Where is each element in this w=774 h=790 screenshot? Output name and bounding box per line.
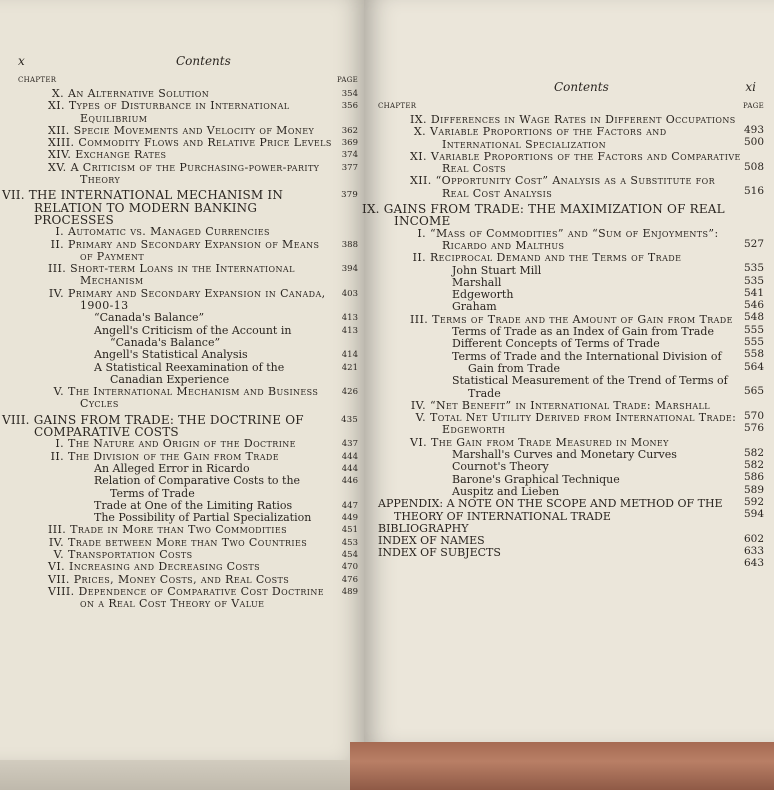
entry-page-number: 413 — [341, 325, 358, 336]
entry-number: III. — [48, 523, 67, 537]
entry-title: Relation of Comparative Costs to the Terms of Trade — [94, 474, 301, 500]
entry-page-number: 592 — [743, 495, 764, 508]
entry-title: Angell's Criticism of the Account in “Canada's Balance” — [94, 323, 292, 349]
entry-page-number: 388 — [341, 239, 358, 250]
entry-title: Variable Proportions of the Factors and International Specialization — [430, 125, 667, 151]
entry-title: The Possibility of Partial Specialization — [94, 511, 312, 525]
section-entry — [18, 325, 358, 350]
entry-page-number: 589 — [743, 483, 764, 496]
section-entry — [18, 586, 358, 611]
section-entry: II. Primary and Secondary Expansion of Means of Payment 388 — [50, 237, 358, 263]
entry-number: XII. — [48, 123, 70, 137]
right-page — [364, 0, 774, 742]
entry-page-number: 586 — [743, 471, 764, 484]
section-entry — [378, 375, 764, 400]
entry-title: INDEX OF SUBJECTS — [378, 546, 501, 560]
entry-number: VIII. — [2, 412, 30, 427]
entry-page-number: 643 — [743, 557, 764, 570]
entry-title: Angell's Statistical Analysis — [94, 348, 248, 362]
chapter-entry — [2, 412, 358, 440]
entry-title: Terms of Trade and the International Division of Gain from Trade — [452, 349, 722, 375]
entry-number: XI. — [48, 99, 65, 113]
table-of-contents — [362, 113, 764, 570]
section-entry — [18, 362, 358, 387]
entry-title: Different Concepts of Terms of Trade — [452, 337, 660, 351]
section-entry: V. Total Net Utility Derived from International Trade: Edgeworth 576 — [415, 411, 764, 437]
entry-title: A Statistical Reexamination of the Canadian Experience — [94, 360, 285, 386]
entry-number: III. — [410, 312, 429, 326]
entry-page-number: 447 — [341, 500, 358, 511]
left-page-header — [18, 54, 358, 76]
entry-number: IX. — [410, 113, 427, 126]
section-entry — [18, 263, 358, 288]
entry-title: THE INTERNATIONAL MECHANISM IN RELATION TO MODERN BANKING PROCESSES — [28, 188, 284, 227]
chapter-entry — [362, 202, 764, 229]
entry-page-number: 594 — [743, 508, 764, 521]
section-entry — [378, 351, 764, 376]
entry-page-number: 354 — [341, 89, 358, 99]
section-entry — [18, 100, 358, 125]
section-entry: II. Reciprocal Demand and the Terms of Trade 535 — [412, 251, 764, 275]
entry-title: An Alternative Solution — [68, 87, 210, 100]
entry-page-number: 426 — [341, 387, 358, 398]
left-page — [0, 0, 364, 760]
entry-title: Terms of Trade as an Index of Gain from Trade — [452, 325, 714, 339]
entry-title: Dependence of Comparative Cost Doctrine on a Real Cost Theory of Value — [78, 584, 324, 611]
entry-title: Differences in Wage Rates in Different Occupations — [430, 113, 736, 126]
entry-number: VI. — [48, 560, 65, 574]
entry-title: The Nature and Origin of the Doctrine — [68, 437, 296, 451]
entry-page-number: 356 — [341, 101, 358, 112]
chapter-label: CHAPTER — [18, 76, 57, 84]
section-entry: V. Transportation Costs 454 — [53, 547, 358, 561]
entry-title: Marshall's Curves and Monetary Curves — [452, 448, 677, 462]
entry-title: Marshall — [452, 275, 502, 289]
entry-title: Trade between More than Two Countries — [68, 535, 308, 549]
entry-page-number: 362 — [341, 125, 358, 136]
entry-title: “Net Benefit” in International Trade: Marshall — [430, 398, 710, 412]
entry-title: “Canada's Balance” — [94, 311, 205, 325]
entry-page-number: 437 — [341, 439, 358, 450]
entry-page-number: 369 — [341, 138, 358, 149]
running-title: Contents — [176, 54, 231, 68]
entry-number: VIII. — [48, 584, 75, 598]
entry-title: Increasing and Decreasing Costs — [69, 560, 260, 574]
entry-page-number: 535 — [743, 274, 764, 287]
page-number: xi — [745, 80, 756, 94]
entry-page-number: 449 — [341, 513, 358, 524]
entry-title: Short-term Loans in the International Mechanism — [70, 262, 295, 288]
entry-page-number: 435 — [341, 414, 358, 425]
section-entry: I. The Nature and Origin of the Doctrine 437 — [55, 437, 358, 451]
entry-title: Statistical Measurement of the Trend of Terms of Trade — [452, 374, 728, 400]
entry-title: John Stuart Mill — [452, 263, 542, 277]
section-entry: IV. Trade between More than Two Countries 453 — [48, 535, 358, 549]
entry-page-number: 489 — [341, 586, 358, 597]
entry-page-number: 377 — [341, 162, 358, 173]
entry-page-number: 394 — [341, 264, 358, 275]
entry-title: APPENDIX: A NOTE ON THE SCOPE AND METHOD OF THE THEORY OF INTERNATIONAL TRADE — [378, 497, 723, 523]
section-entry: IV. “Net Benefit” in International Trade: Marshall 570 — [410, 398, 764, 422]
entry-page-number: 374 — [341, 150, 358, 161]
entry-title: Commodity Flows and Relative Price Levels — [78, 136, 332, 150]
entry-title: The International Mechanism and Business Cycles — [68, 385, 319, 411]
entry-title: “Opportunity Cost” Analysis as a Substitute for Real Cost Analysis — [435, 174, 716, 200]
section-entry — [378, 151, 764, 176]
book-cover-edge — [350, 742, 774, 790]
entry-title: Barone's Graphical Technique — [452, 472, 620, 486]
entry-title: An Alleged Error in Ricardo — [94, 461, 250, 475]
entry-page-number: 564 — [743, 360, 764, 373]
page-number: x — [18, 54, 25, 68]
entry-page-number: 582 — [743, 446, 764, 459]
section-entry: X. An Alternative Solution 354 — [51, 87, 358, 100]
entry-page-number: 451 — [341, 525, 358, 536]
entry-number: XIII. — [48, 136, 75, 150]
running-title: Contents — [554, 80, 609, 94]
back-matter-entry — [378, 546, 764, 570]
section-entry: I. Automatic vs. Managed Currencies — [55, 225, 270, 239]
entry-page-number: 558 — [743, 348, 764, 361]
entry-page-number: 476 — [341, 574, 358, 585]
entry-title: Specie Movements and Velocity of Money — [73, 123, 315, 137]
entry-page-number: 414 — [341, 350, 358, 361]
entry-title: Graham — [452, 300, 497, 314]
entry-page-number: 453 — [341, 537, 358, 548]
page-label: PAGE — [742, 102, 764, 110]
entry-title: Exchange Rates — [75, 148, 167, 162]
entry-title: Transportation Costs — [68, 547, 193, 561]
entry-page-number: 444 — [341, 463, 358, 474]
entry-title: The Division of the Gain from Trade — [68, 449, 279, 463]
entry-number: III. — [48, 262, 67, 276]
entry-page-number: 470 — [341, 562, 358, 573]
entry-page-number: 582 — [743, 459, 764, 472]
entry-title: Primary and Secondary Expansion of Means of Payment — [68, 237, 320, 263]
entry-page-number: 602 — [743, 532, 764, 545]
entry-title: Automatic vs. Managed Currencies — [68, 225, 270, 239]
entry-title: Primary and Secondary Expansion in Canada, 1900-13 — [68, 286, 326, 313]
entry-page-number: 444 — [341, 451, 358, 462]
entry-title: “Mass of Commodities” and “Sum of Enjoyments”: Ricardo and Malthus — [430, 226, 719, 252]
entry-page-number: 454 — [341, 549, 358, 560]
entry-page-number: 546 — [743, 299, 764, 312]
entry-page-number: 570 — [743, 409, 764, 422]
entry-title: GAINS FROM TRADE: THE DOCTRINE OF COMPARATIVE COSTS — [33, 412, 304, 440]
entry-number: XII. — [410, 174, 432, 188]
section-entry: X. Variable Proportions of the Factors and International Specialization 500 — [413, 125, 764, 151]
chapter-label: CHAPTER — [378, 102, 417, 110]
entry-page-number: 446 — [341, 476, 358, 487]
entry-number: IX. — [362, 202, 380, 217]
entry-title: Terms of Trade and the Amount of Gain from Trade — [432, 312, 733, 326]
entry-title: Total Net Utility Derived from International Trade: Edgeworth — [430, 411, 737, 437]
page-edge — [0, 760, 364, 790]
entry-page-number: 403 — [341, 288, 358, 299]
entry-title: BIBLIOGRAPHY — [378, 521, 469, 535]
entry-page-number: 548 — [743, 311, 764, 324]
entry-title: INDEX OF NAMES — [378, 534, 485, 548]
entry-number: VII. — [2, 188, 25, 203]
section-entry — [18, 475, 358, 500]
entry-page-number: 493 — [743, 124, 764, 136]
section-entry: V. The International Mechanism and Business Cycles 426 — [53, 385, 358, 411]
entry-title: Edgeworth — [452, 288, 514, 302]
entry-page-number: 576 — [743, 422, 764, 435]
entry-page-number: 565 — [743, 385, 764, 398]
entry-title: Auspitz and Lieben — [452, 484, 560, 498]
entry-page-number: 633 — [743, 545, 764, 558]
table-of-contents — [2, 87, 358, 611]
chapter-entry — [2, 188, 358, 227]
entry-page-number: 527 — [743, 237, 764, 250]
entry-number: XI. — [410, 149, 427, 163]
entry-number: XV. — [48, 160, 67, 174]
entry-page-number: 541 — [743, 286, 764, 299]
entry-title: A Criticism of the Purchasing-power-parity Theory — [70, 160, 320, 187]
right-page-header — [378, 80, 764, 102]
section-entry: II. The Division of the Gain from Trade 444 — [50, 449, 358, 463]
entry-number: VI. — [410, 435, 427, 449]
entry-title: Trade in More than Two Commodities — [70, 523, 287, 537]
entry-page-number: 379 — [341, 190, 358, 201]
entry-page-number: 421 — [341, 362, 358, 373]
entry-title: Types of Disturbance in International Equilibrium — [68, 99, 290, 125]
entry-title: Trade at One of the Limiting Ratios — [94, 498, 293, 512]
section-entry: I. “Mass of Commodities” and “Sum of Enjoyments”: Ricardo and Malthus 527 — [417, 226, 764, 252]
back-matter-entry — [378, 495, 764, 523]
page-label: PAGE — [336, 76, 358, 84]
entry-title: The Gain from Trade Measured in Money — [431, 435, 669, 449]
section-entry — [378, 175, 764, 200]
entry-page-number: 508 — [743, 160, 764, 173]
entry-title: Prices, Money Costs, and Real Costs — [73, 572, 290, 586]
entry-title: Variable Proportions of the Factors and Comparative Real Costs — [430, 149, 741, 176]
entry-page-number: 555 — [743, 323, 764, 336]
entry-page-number: 500 — [743, 136, 764, 149]
entry-title: Reciprocal Demand and the Terms of Trade — [430, 251, 682, 265]
entry-title: Cournot's Theory — [452, 460, 549, 474]
entry-page-number: 516 — [743, 185, 764, 198]
entry-title: GAINS FROM TRADE: THE MAXIMIZATION OF REAL INCOME — [383, 202, 725, 229]
entry-number: XIV. — [48, 148, 72, 162]
entry-page-number: 535 — [743, 262, 764, 275]
section-entry — [18, 162, 358, 187]
entry-page-number: 413 — [341, 313, 358, 324]
entry-page-number: 555 — [743, 336, 764, 349]
section-entry: IV. Primary and Secondary Expansion in Canada, 1900-13 403 — [48, 286, 358, 313]
entry-number: VII. — [48, 572, 70, 586]
